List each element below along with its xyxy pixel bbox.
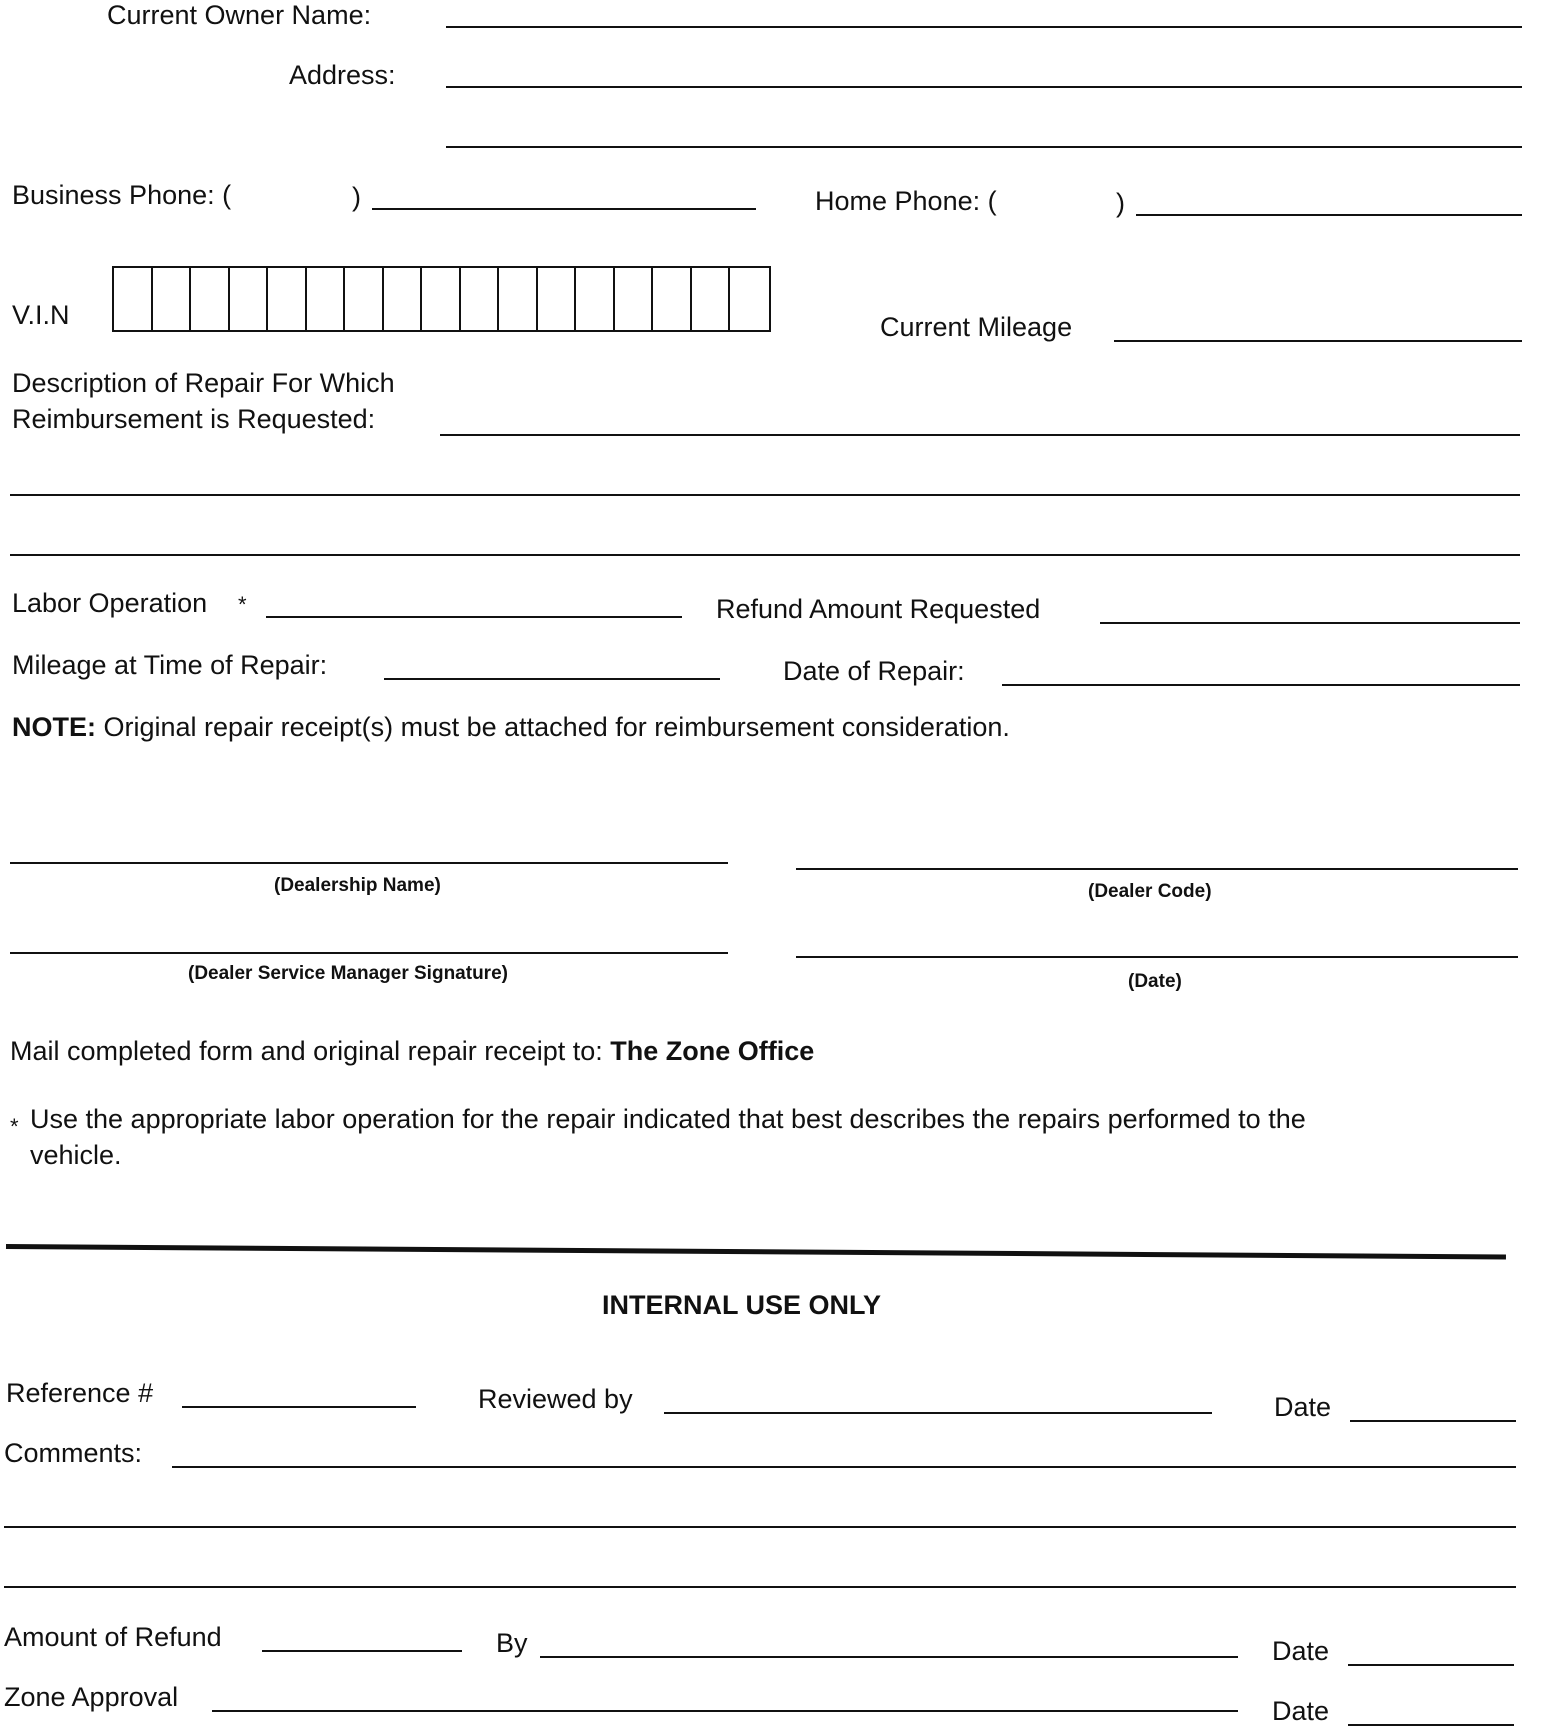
zone-date-field[interactable]	[1348, 1724, 1514, 1726]
owner-name-label: Current Owner Name:	[107, 0, 372, 30]
vin-box[interactable]	[191, 268, 230, 330]
reviewed-by-label: Reviewed by	[478, 1384, 633, 1414]
section-divider	[6, 1244, 1506, 1259]
vin-box[interactable]	[692, 268, 731, 330]
description-field-line1[interactable]	[440, 434, 1520, 436]
note-text: Original repair receipt(s) must be attached for reimbursement consideration.	[103, 712, 1010, 742]
dealer-date-caption: (Date)	[1128, 971, 1182, 992]
labor-operation-field[interactable]	[266, 616, 682, 618]
footnote-star: *	[10, 1114, 19, 1139]
vin-box[interactable]	[345, 268, 384, 330]
dealership-name-caption: (Dealership Name)	[274, 875, 441, 896]
home-phone-field[interactable]	[1136, 214, 1522, 216]
vin-box[interactable]	[461, 268, 500, 330]
home-phone-label: Home Phone: (	[815, 186, 997, 216]
refund-date-field[interactable]	[1348, 1664, 1514, 1666]
vin-box[interactable]	[384, 268, 423, 330]
zone-date-label: Date	[1272, 1696, 1330, 1726]
description-field-line3[interactable]	[10, 554, 1520, 556]
zone-approval-label: Zone Approval	[4, 1682, 179, 1712]
signature-caption: (Dealer Service Manager Signature)	[188, 963, 508, 984]
owner-name-field[interactable]	[446, 26, 1522, 28]
description-label-line1: Description of Repair For Which	[12, 368, 395, 398]
comments-field-line1[interactable]	[172, 1466, 1516, 1468]
vin-box[interactable]	[615, 268, 654, 330]
dealer-code-caption: (Dealer Code)	[1088, 881, 1212, 902]
mail-destination: The Zone Office	[610, 1036, 815, 1066]
business-phone-field[interactable]	[372, 208, 756, 210]
description-field-line2[interactable]	[10, 494, 1520, 496]
business-phone-paren: )	[352, 182, 361, 212]
vin-box[interactable]	[653, 268, 692, 330]
address-label: Address:	[289, 60, 396, 90]
note-bold: NOTE:	[12, 712, 96, 742]
mail-text: Mail completed form and original repair receipt to:	[10, 1036, 603, 1066]
refund-requested-field[interactable]	[1100, 622, 1520, 624]
vin-box[interactable]	[268, 268, 307, 330]
vin-box[interactable]	[230, 268, 269, 330]
internal-date-field[interactable]	[1350, 1420, 1516, 1422]
by-field[interactable]	[540, 1656, 1238, 1658]
by-label: By	[496, 1628, 528, 1658]
date-of-repair-label: Date of Repair:	[783, 656, 965, 686]
home-phone-paren: )	[1116, 188, 1125, 218]
description-label-line2: Reimbursement is Requested:	[12, 404, 376, 434]
mileage-at-repair-field[interactable]	[384, 678, 720, 680]
vin-box[interactable]	[730, 268, 769, 330]
vin-box[interactable]	[153, 268, 192, 330]
business-phone-label: Business Phone: (	[12, 180, 232, 210]
amount-of-refund-field[interactable]	[262, 1650, 462, 1652]
mail-instructions	[10, 1038, 814, 1065]
amount-of-refund-label: Amount of Refund	[4, 1622, 222, 1652]
vin-box[interactable]	[307, 268, 346, 330]
vin-box[interactable]	[114, 268, 153, 330]
footnote-line2: vehicle.	[30, 1140, 122, 1170]
refund-requested-label: Refund Amount Requested	[716, 594, 1041, 624]
reviewed-by-field[interactable]	[664, 1412, 1212, 1414]
reference-label: Reference #	[6, 1378, 154, 1408]
internal-date-label: Date	[1274, 1392, 1332, 1422]
address-field-line1[interactable]	[446, 86, 1522, 88]
vin-box[interactable]	[538, 268, 577, 330]
date-of-repair-field[interactable]	[1002, 684, 1520, 686]
vin-box[interactable]	[499, 268, 538, 330]
labor-star-marker: *	[238, 592, 247, 617]
comments-field-line3[interactable]	[4, 1586, 1516, 1588]
comments-field-line2[interactable]	[4, 1526, 1516, 1528]
labor-operation-label: Labor Operation	[12, 588, 208, 618]
dealership-name-field[interactable]	[10, 862, 728, 864]
address-field-line2[interactable]	[446, 146, 1522, 148]
reference-field[interactable]	[182, 1406, 416, 1408]
current-mileage-field[interactable]	[1114, 340, 1522, 342]
vin-boxes[interactable]	[112, 266, 771, 332]
comments-label: Comments:	[4, 1438, 143, 1468]
dealer-date-field[interactable]	[796, 956, 1518, 958]
signature-field[interactable]	[10, 952, 728, 954]
vin-box[interactable]	[576, 268, 615, 330]
dealer-code-field[interactable]	[796, 868, 1518, 870]
vin-box[interactable]	[422, 268, 461, 330]
refund-date-label: Date	[1272, 1636, 1330, 1666]
note	[12, 714, 1010, 741]
internal-heading: INTERNAL USE ONLY	[602, 1290, 882, 1320]
mileage-at-repair-label: Mileage at Time of Repair:	[12, 650, 328, 680]
vin-label: V.I.N	[12, 300, 70, 330]
zone-approval-field[interactable]	[212, 1710, 1238, 1712]
footnote-line1: Use the appropriate labor operation for the repair indicated that best describes the repairs performed to the	[30, 1104, 1306, 1134]
current-mileage-label: Current Mileage	[880, 312, 1073, 342]
